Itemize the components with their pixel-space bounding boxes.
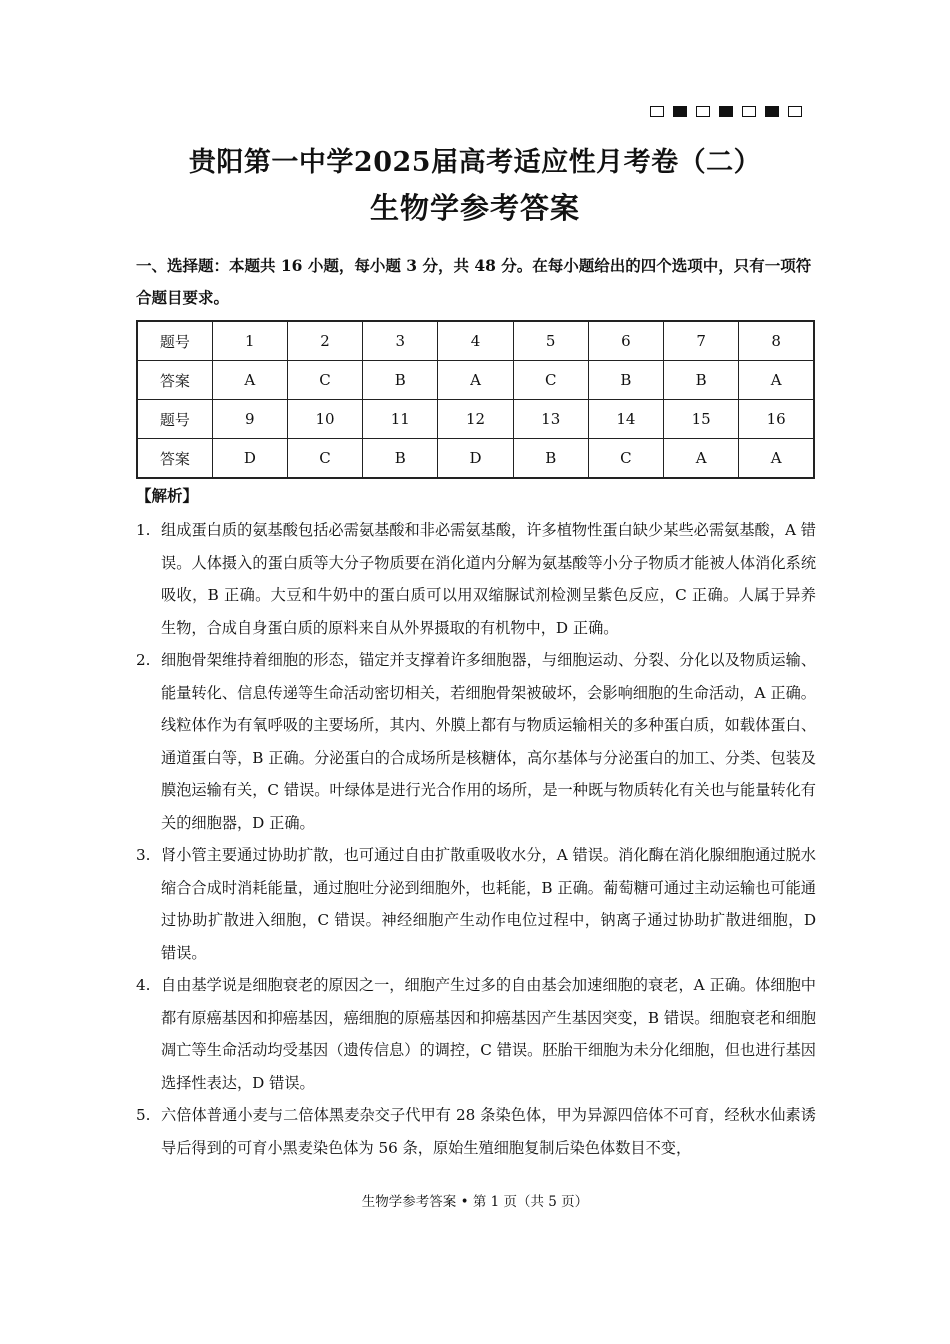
explanation-list	[136, 514, 816, 1164]
item-number: 2.	[136, 651, 151, 669]
item-text: 组成蛋白质的氨基酸包括必需氨基酸和非必需氨基酸，许多植物性蛋白缺少某些必需氨基酸，A 错误。人体摄入的蛋白质等大分子物质要在消化道内分解为氨基酸等小分子物质才能被人体消化系统吸收，B 正确。大豆和牛奶中的蛋白质可以用双缩脲试剂检测呈紫色反应，C 正确。人属于异养生物，合成自身蛋白质的原料来自从外界摄取的有机物中，D 正确。	[161, 521, 816, 637]
table-cell: C	[513, 361, 588, 400]
table-cell: 12	[438, 400, 513, 439]
filled-square-icon	[765, 106, 779, 117]
explanation-item	[136, 839, 816, 969]
document-title: 贵阳第一中学2025届高考适应性月考卷（二）	[188, 147, 762, 178]
row-header-cell: 题号	[137, 400, 212, 439]
table-cell: 10	[287, 400, 362, 439]
document-subtitle: 生物学参考答案	[369, 191, 580, 225]
row-header-cell: 题号	[137, 321, 212, 361]
row-header-cell: 答案	[137, 439, 212, 479]
header-marks	[650, 106, 802, 117]
analysis-heading: 【解析】	[136, 486, 199, 505]
explanation-item	[136, 514, 816, 644]
section-intro: 一、选择题：本题共 16 小题，每小题 3 分，共 48 分。在每小题给出的四个选项中，只有一项符合题目要求。	[136, 256, 812, 307]
row-header-cell: 答案	[137, 361, 212, 400]
table-cell: C	[287, 361, 362, 400]
table-cell: C	[287, 439, 362, 479]
table-cell: C	[588, 439, 663, 479]
table-cell: 11	[363, 400, 438, 439]
table-cell: B	[363, 361, 438, 400]
table-cell: B	[664, 361, 739, 400]
item-number: 5.	[136, 1106, 151, 1124]
table-row	[137, 439, 814, 479]
table-cell: 5	[513, 321, 588, 361]
item-number: 4.	[136, 976, 151, 994]
table-row	[137, 361, 814, 400]
table-cell: 4	[438, 321, 513, 361]
table-row	[137, 321, 814, 361]
table-cell: 7	[664, 321, 739, 361]
table-cell: 15	[664, 400, 739, 439]
table-cell: B	[588, 361, 663, 400]
table-cell: 14	[588, 400, 663, 439]
table-cell: D	[438, 439, 513, 479]
table-cell: A	[739, 361, 814, 400]
table-cell: B	[363, 439, 438, 479]
empty-square-icon	[650, 106, 664, 117]
empty-square-icon	[788, 106, 802, 117]
filled-square-icon	[719, 106, 733, 117]
table-cell: 13	[513, 400, 588, 439]
explanation-item	[136, 644, 816, 839]
table-cell: 6	[588, 321, 663, 361]
explanation-item	[136, 969, 816, 1099]
table-cell: 16	[739, 400, 814, 439]
empty-square-icon	[696, 106, 710, 117]
filled-square-icon	[673, 106, 687, 117]
table-cell: 9	[212, 400, 287, 439]
table-cell: 1	[212, 321, 287, 361]
item-text: 肾小管主要通过协助扩散，也可通过自由扩散重吸收水分，A 错误。消化酶在消化腺细胞通过脱水缩合合成时消耗能量，通过胞吐分泌到细胞外，也耗能，B 正确。葡萄糖可通过主动运输也可能通过协助扩散进入细胞，C 错误。神经细胞产生动作电位过程中，钠离子通过协助扩散进细胞，D 错误。	[161, 846, 816, 962]
table-cell: 2	[287, 321, 362, 361]
item-number: 3.	[136, 846, 151, 864]
page-footer: 生物学参考答案 • 第 1 页（共 5 页）	[361, 1194, 589, 1210]
table-cell: 3	[363, 321, 438, 361]
item-text: 六倍体普通小麦与二倍体黑麦杂交子代甲有 28 条染色体，甲为异源四倍体不可育，经秋水仙素诱导后得到的可育小黑麦染色体为 56 条，原始生殖细胞复制后染色体数目不变，	[161, 1106, 816, 1157]
table-cell: A	[664, 439, 739, 479]
explanation-item	[136, 1099, 816, 1164]
answer-table	[136, 320, 815, 479]
table-cell: B	[513, 439, 588, 479]
item-text: 自由基学说是细胞衰老的原因之一，细胞产生过多的自由基会加速细胞的衰老，A 正确。体细胞中都有原癌基因和抑癌基因，癌细胞的原癌基因和抑癌基因产生基因突变，B 错误。细胞衰老和细胞凋亡等生命活动均受基因（遗传信息）的调控，C 错误。胚胎干细胞为未分化细胞，但也进行基因选择性表达，D 错误。	[161, 976, 816, 1092]
table-row	[137, 400, 814, 439]
table-cell: A	[739, 439, 814, 479]
empty-square-icon	[742, 106, 756, 117]
table-cell: A	[212, 361, 287, 400]
table-cell: D	[212, 439, 287, 479]
item-number: 1.	[136, 521, 151, 539]
table-cell: A	[438, 361, 513, 400]
item-text: 细胞骨架维持着细胞的形态，锚定并支撑着许多细胞器，与细胞运动、分裂、分化以及物质运输、能量转化、信息传递等生命活动密切相关，若细胞骨架被破坏，会影响细胞的生命活动，A 正确。线粒体作为有氧呼吸的主要场所，其内、外膜上都有与物质运输相关的多种蛋白质，如载体蛋白、通道蛋白等，B 正确。分泌蛋白的合成场所是核糖体，高尔基体与分泌蛋白的加工、分类、包装及膜泡运输有关，C 错误。叶绿体是进行光合作用的场所，是一种既与物质转化有关也与能量转化有关的细胞器，D 正确。	[161, 651, 816, 832]
table-cell: 8	[739, 321, 814, 361]
